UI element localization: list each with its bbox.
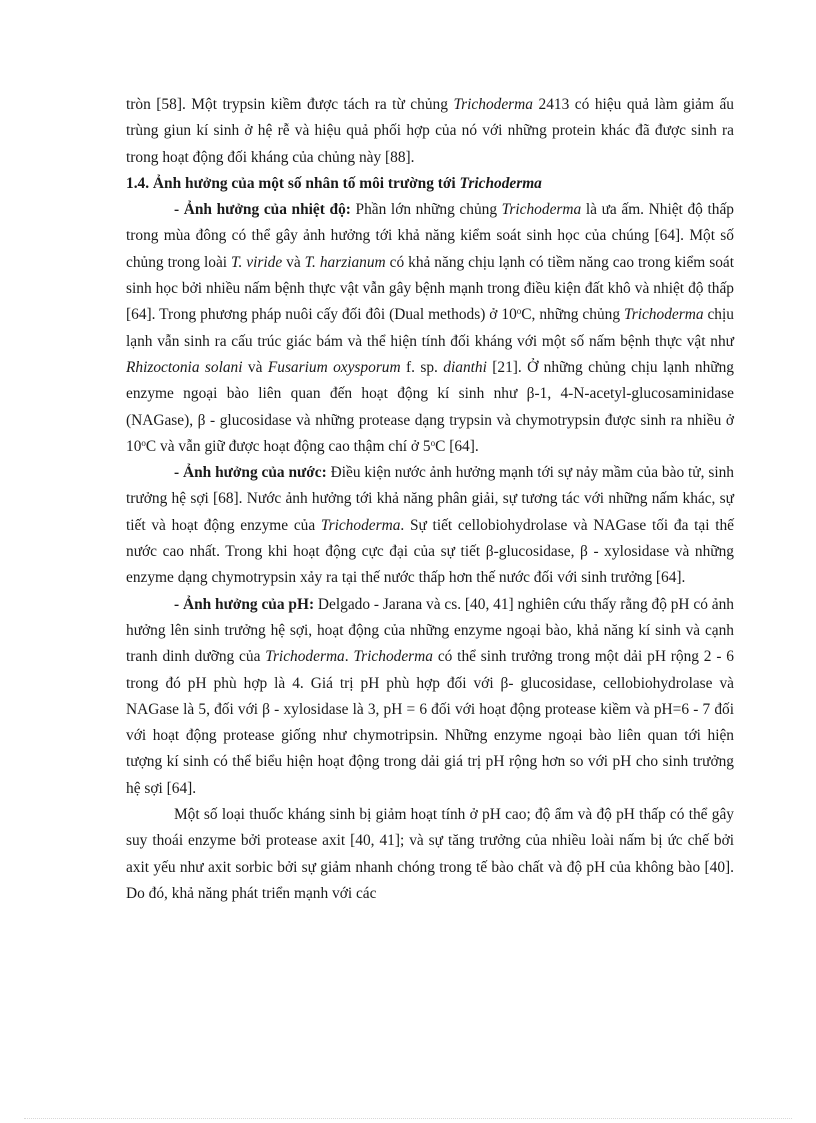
paragraph-continuation: tròn [58]. Một trypsin kiềm được tách ra từ chủng Trichoderma 2413 có hiệu quả làm giảm ấu trùng giun kí sinh ở hệ rễ và hiệu quả phối hợp của nó với những protein khác đã được sinh ra trong hoạt động đối kháng của chủng này [88]. [126, 96, 734, 166]
paragraph-label: - Ảnh hưởng của nước: [174, 464, 327, 482]
italic-genus: Trichoderma [453, 96, 533, 113]
degree-superscript: o [430, 437, 436, 448]
paragraph-ph: - Ảnh hưởng của pH: Delgado - Jarana và cs. [40, 41] nghiên cứu thấy rằng độ pH có ảnh hưởng lên sinh trưởng hệ sợi, hoạt động của những enzyme ngoại bào, khả năng kí sinh và cạnh tranh dinh dưỡng của Trichoderma. Trichoderma có thể sinh trưởng trong một dải pH rộng 2 - 6 trong đó pH phù hợp là 4. Giá trị pH phù hợp đối với β- glucosidase, cellobiohydrolase và NAGase là 5, đối với β - xylosidase là 3, pH = 6 đối với hoạt động protease kiềm và pH=6 - 7 đối với hoạt động protease giống như chymotripsin. Những enzyme ngoại bào liên quan tới hiện tượng kí sinh có thể biểu hiện hoạt động trong dải giá trị pH rộng hơn so với pH cho sinh trưởng hệ sợi [64]. [126, 595, 734, 797]
paragraph-antibiotics: Một số loại thuốc kháng sinh bị giảm hoạt tính ở pH cao; độ ẩm và độ pH thấp có thể gây suy thoái enzyme bởi protease axit [40, 41]; và sự tăng trưởng của nhiều loài nấm bị ức chế bởi axit yếu như axit sorbic bởi sự giảm nhanh chóng trong tế bào chất và độ pH của không bào [40]. Do đó, khả năng phát triển mạnh với các [126, 806, 734, 902]
paragraph-water: - Ảnh hưởng của nước: Điều kiện nước ảnh hưởng mạnh tới sự nảy mầm của bào tử, sinh trưởng hệ sợi [68]. Nước ảnh hưởng tới khả năng phân giải, sự tương tác với những nấm khác, sự tiết và hoạt động enzyme của Trichoderma. Sự tiết cellobiohydrolase và NAGase tối đa tại thế nước cao nhất. Trong khi hoạt động cực đại của sự tiết β-glucosidase, β - xylosidase và những enzyme dạng chymotrypsin xảy ra tại thế nước thấp hơn thế nước đối với sinh trưởng [64]. [126, 464, 734, 587]
paragraph-label: - Ảnh hưởng của pH: [174, 595, 315, 613]
document-page [126, 92, 734, 907]
section-heading: 1.4. Ảnh hưởng của một số nhân tố môi trường tới Trichoderma [126, 174, 542, 192]
paragraph-temperature: - Ảnh hưởng của nhiệt độ: Phần lớn những chủng Trichoderma là ưa ấm. Nhiệt độ thấp trong mùa đông có thể gây ảnh hưởng tới khả năng kiểm soát sinh học của chúng [64]. Một số chủng trong loài T. viride và T. harzianum có khả năng chịu lạnh có tiềm năng cao trong kiểm soát sinh học bởi nhiều nấm bệnh thực vật vẫn gây bệnh mạnh trong điều kiện đất khô và nhiệt độ thấp [64]. Trong phương pháp nuôi cấy đối đôi (Dual methods) ở 10$^o$C, những chủng Trichoderma chịu lạnh vẫn sinh ra cấu trúc giác bám và thể hiện tính đối kháng với một số nấm bệnh thực vật như Rhizoctonia solani và Fusarium oxysporum f. sp. dianthi [21]. Ở những chủng chịu lạnh những enzyme ngoại bào liên quan đến hoạt động kí sinh như β-1, 4-N-acetyl-glucosaminidase (NAGase), β - glucosidase và những protease dạng trypsin và chymotrypsin được sinh ra nhiều ở 10$^o$C và vẫn giữ được hoạt động cao thậm chí ở 5$^o$C [64]. [126, 201, 735, 455]
paragraph-label: - Ảnh hưởng của nhiệt độ: [174, 201, 351, 219]
degree-superscript: o [516, 306, 522, 317]
page-bottom-divider [24, 1118, 792, 1119]
degree-superscript: o [141, 437, 146, 448]
heading-italic-genus: Trichoderma [459, 174, 542, 192]
